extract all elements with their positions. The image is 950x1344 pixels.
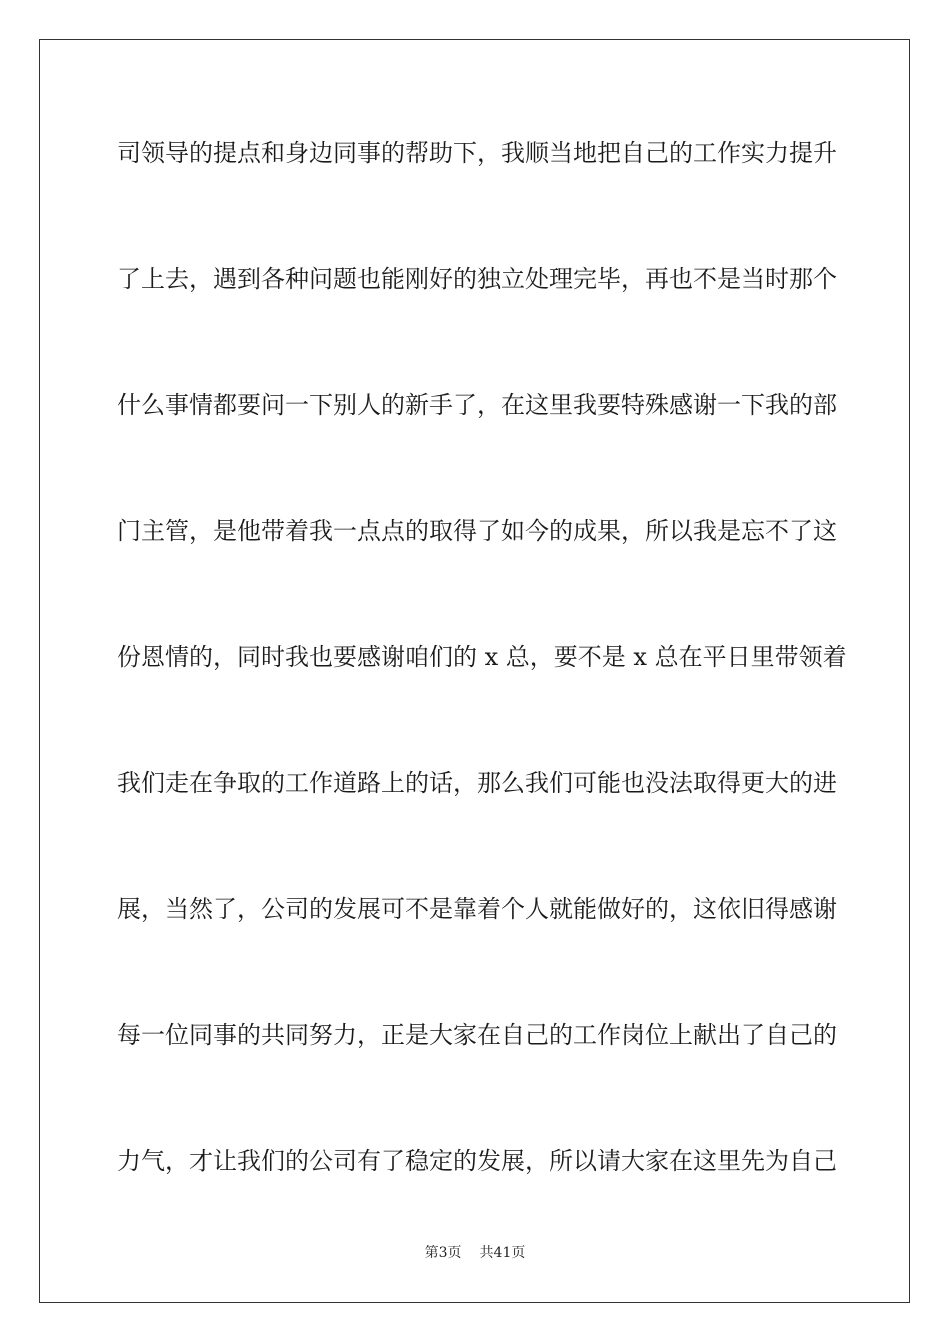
body-text-line-6: 我们走在争取的工作道路上的话，那么我们可能也没法取得更大的进 <box>117 769 837 797</box>
page-footer <box>0 1243 950 1263</box>
page-total: 共41页 <box>479 1245 526 1261</box>
body-text-line-4: 门主管，是他带着我一点点的取得了如今的成果，所以我是忘不了这 <box>117 517 837 545</box>
body-text-line-8: 每一位同事的共同努力，正是大家在自己的工作岗位上献出了自己的 <box>117 1021 837 1049</box>
body-text-line-1: 司领导的提点和身边同事的帮助下，我顺当地把自己的工作实力提升 <box>117 139 837 167</box>
page-number: 第3页 <box>424 1245 462 1261</box>
body-text-line-5: 份恩情的，同时我也要感谢咱们的 x 总，要不是 x 总在平日里带领着 <box>117 643 847 671</box>
body-text-line-7: 展，当然了，公司的发展可不是靠着个人就能做好的，这依旧得感谢 <box>117 895 837 923</box>
body-text-line-3: 什么事情都要问一下别人的新手了，在这里我要特殊感谢一下我的部 <box>117 391 837 419</box>
body-text-line-2: 了上去，遇到各种问题也能刚好的独立处理完毕，再也不是当时那个 <box>117 265 837 293</box>
body-text-line-9: 力气，才让我们的公司有了稳定的发展，所以请大家在这里先为自己 <box>117 1147 837 1175</box>
